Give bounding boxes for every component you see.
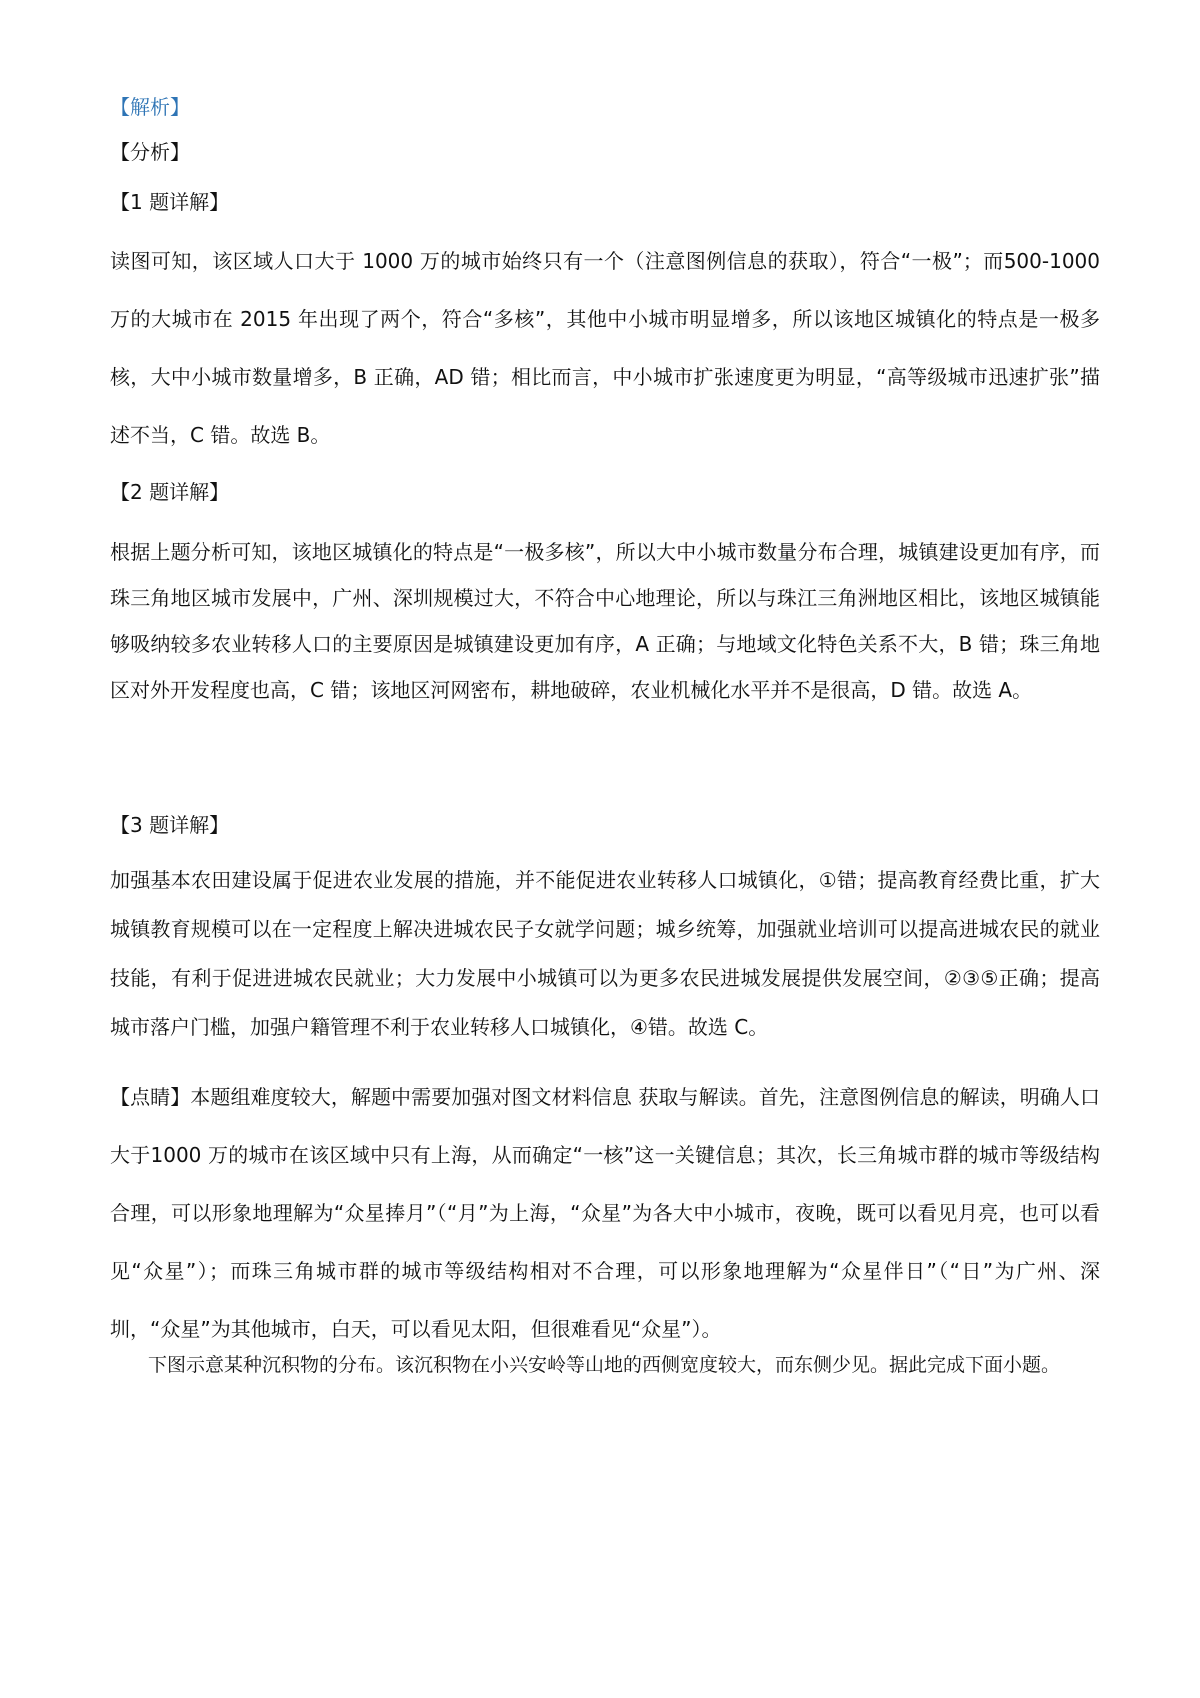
q2-body: 根据上题分析可知，该地区城镇化的特点是“一极多核”，所以大中小城市数量分布合理，城镇建设更加有序，而珠三角地区城市发展中，广州、深圳规模过大，不符合中心地理论，所以与珠江三角洲地区相比，该地区城镇能够吸纳较多农业转移人口的主要原因是城镇建设更加有序，A 正确；与地域文化特色关系不大，B 错；珠三角地区对外开发程度也高，C 错；该地区河网密布，耕地破碎，农业机械化水平并不是很高，D 错。故选 A。 — [110, 540, 1100, 702]
q2-heading: 【2 题详解】 — [110, 480, 230, 504]
jiexi-heading: 【解析】 — [110, 95, 190, 119]
q1-heading: 【1 题详解】 — [110, 190, 230, 214]
next-question-intro: 下图示意某种沉积物的分布。该沉积物在小兴安岭等山地的西侧宽度较大，而东侧少见。据此完成下面小题。 — [148, 1354, 1061, 1376]
dianjing-body: 【点睛】本题组难度较大，解题中需要加强对图文材料信息 获取与解读。首先，注意图例信息的解读，明确人口大于1000 万的城市在该区域中只有上海，从而确定“一核”这一关键信息；其次，长三角城市群的城市等级结构合理，可以形象地理解为“众星捧月”（“月”为上海，“众星”为各大中小城市，夜晚，既可以看见月亮，也可以看见“众星”）；而珠三角城市群的城市等级结构相对不合理，可以形象地理解为“众星伴日”（“日”为广州、深圳，“众星”为其他城市，白天，可以看见太阳，但很难看见“众星”）。 — [110, 1085, 1100, 1341]
q3-body: 加强基本农田建设属于促进农业发展的措施，并不能促进农业转移人口城镇化，①错；提高教育经费比重，扩大城镇教育规模可以在一定程度上解决进城农民子女就学问题；城乡统筹，加强就业培训可以提高进城农民的就业技能，有利于促进进城农民就业；大力发展中小城镇可以为更多农民进城发展提供发展空间，②③⑤正确；提高城市落户门槛，加强户籍管理不利于农业转移人口城镇化，④错。故选 C。 — [110, 868, 1100, 1039]
fenxi-heading: 【分析】 — [110, 140, 190, 164]
q3-heading: 【3 题详解】 — [110, 813, 230, 837]
q1-body: 读图可知，该区域人口大于 1000 万的城市始终只有一个（注意图例信息的获取），符合“一极”；而500-1000 万的大城市在 2015 年出现了两个，符合“多核”，其他中小城市明显增多，所以该地区城镇化的特点是一极多核，大中小城市数量增多，B 正确，AD 错；相比而言，中小城市扩张速度更为明显，“高等级城市迅速扩张”描述不当，C 错。故选 B。 — [110, 249, 1100, 447]
